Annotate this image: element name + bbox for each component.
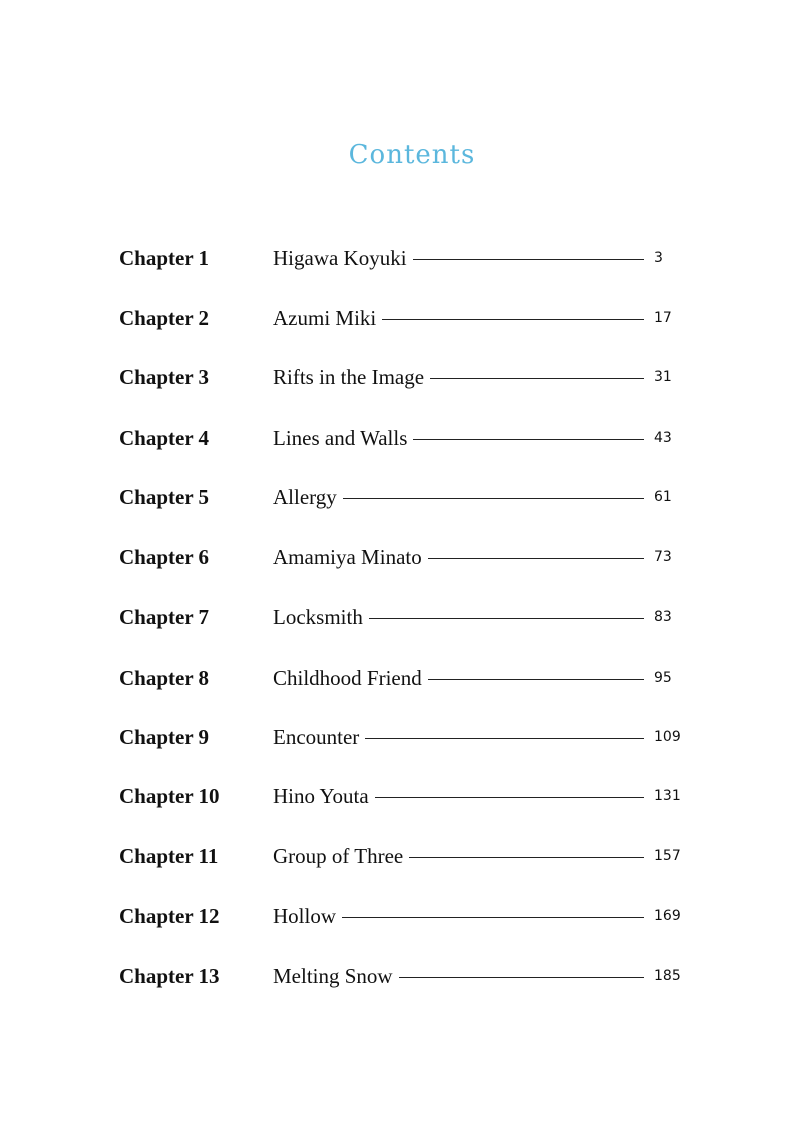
toc-row[interactable] — [0, 784, 800, 814]
toc-row[interactable] — [0, 844, 800, 874]
toc-row[interactable] — [0, 426, 800, 456]
chapter-number: Chapter 4 — [119, 426, 210, 450]
toc-row[interactable] — [0, 365, 800, 395]
chapter-number: Chapter 10 — [119, 784, 220, 808]
toc-row[interactable] — [0, 666, 800, 696]
chapter-number: Chapter 2 — [119, 306, 210, 330]
chapter-title: Locksmith — [273, 605, 363, 629]
chapter-number: Chapter 1 — [119, 246, 210, 270]
chapter-number: Chapter 7 — [119, 605, 210, 629]
leader-line — [409, 857, 644, 858]
page-number: 83 — [654, 609, 672, 625]
chapter-title: Allergy — [273, 485, 337, 509]
page-number: 157 — [654, 848, 681, 864]
chapter-title-leader — [273, 666, 644, 691]
page-number: 3 — [654, 250, 663, 266]
toc-row[interactable] — [0, 306, 800, 336]
chapter-title-leader — [273, 306, 644, 331]
chapter-number: Chapter 3 — [119, 365, 210, 389]
page-number: 31 — [654, 369, 672, 385]
leader-line — [399, 977, 644, 978]
chapter-number: Chapter 6 — [119, 545, 210, 569]
toc-row[interactable] — [0, 964, 800, 994]
page-number: 109 — [654, 729, 681, 745]
chapter-title: Hino Youta — [273, 784, 369, 808]
page-number: 185 — [654, 968, 681, 984]
leader-line — [413, 259, 644, 260]
toc-row[interactable] — [0, 545, 800, 575]
chapter-number: Chapter 9 — [119, 725, 210, 749]
leader-line — [413, 439, 644, 440]
chapter-number: Chapter 13 — [119, 964, 220, 988]
chapter-title-leader — [273, 725, 644, 750]
chapter-title-leader — [273, 964, 644, 989]
leader-line — [342, 917, 644, 918]
page-number: 169 — [654, 908, 681, 924]
chapter-title-leader — [273, 365, 644, 390]
chapter-title-leader — [273, 426, 644, 451]
chapter-title: Melting Snow — [273, 964, 393, 988]
chapter-title: Childhood Friend — [273, 666, 422, 690]
page-number: 73 — [654, 549, 672, 565]
toc-row[interactable] — [0, 725, 800, 755]
toc-row[interactable] — [0, 485, 800, 515]
chapter-title-leader — [273, 904, 644, 929]
page-title: Contents — [348, 140, 476, 170]
page-number: 95 — [654, 670, 672, 686]
chapter-title-leader — [273, 605, 644, 630]
leader-line — [369, 618, 644, 619]
leader-line — [365, 738, 644, 739]
leader-line — [428, 679, 644, 680]
chapter-number: Chapter 5 — [119, 485, 210, 509]
page-number: 131 — [654, 788, 681, 804]
chapter-title-leader — [273, 784, 644, 809]
chapter-title: Encounter — [273, 725, 360, 749]
chapter-title: Hollow — [273, 904, 336, 928]
chapter-title-leader — [273, 545, 644, 570]
chapter-title: Lines and Walls — [273, 426, 408, 450]
page-number: 43 — [654, 430, 672, 446]
toc-row[interactable] — [0, 904, 800, 934]
leader-line — [343, 498, 644, 499]
chapter-title: Group of Three — [273, 844, 404, 868]
page-number: 61 — [654, 489, 672, 505]
page-number: 17 — [654, 310, 672, 326]
chapter-title-leader — [273, 844, 644, 869]
leader-line — [430, 378, 644, 379]
leader-line — [428, 558, 644, 559]
chapter-number: Chapter 8 — [119, 666, 210, 690]
leader-line — [375, 797, 644, 798]
toc-row[interactable] — [0, 605, 800, 635]
chapter-number: Chapter 12 — [119, 904, 220, 928]
chapter-title-leader — [273, 246, 644, 271]
chapter-title: Rifts in the Image — [273, 365, 425, 389]
chapter-title: Amamiya Minato — [273, 545, 422, 569]
chapter-number: Chapter 11 — [119, 844, 219, 868]
toc-row[interactable] — [0, 246, 800, 276]
leader-line — [382, 319, 644, 320]
chapter-title: Higawa Koyuki — [273, 246, 407, 270]
chapter-title-leader — [273, 485, 644, 510]
chapter-title: Azumi Miki — [273, 306, 377, 330]
